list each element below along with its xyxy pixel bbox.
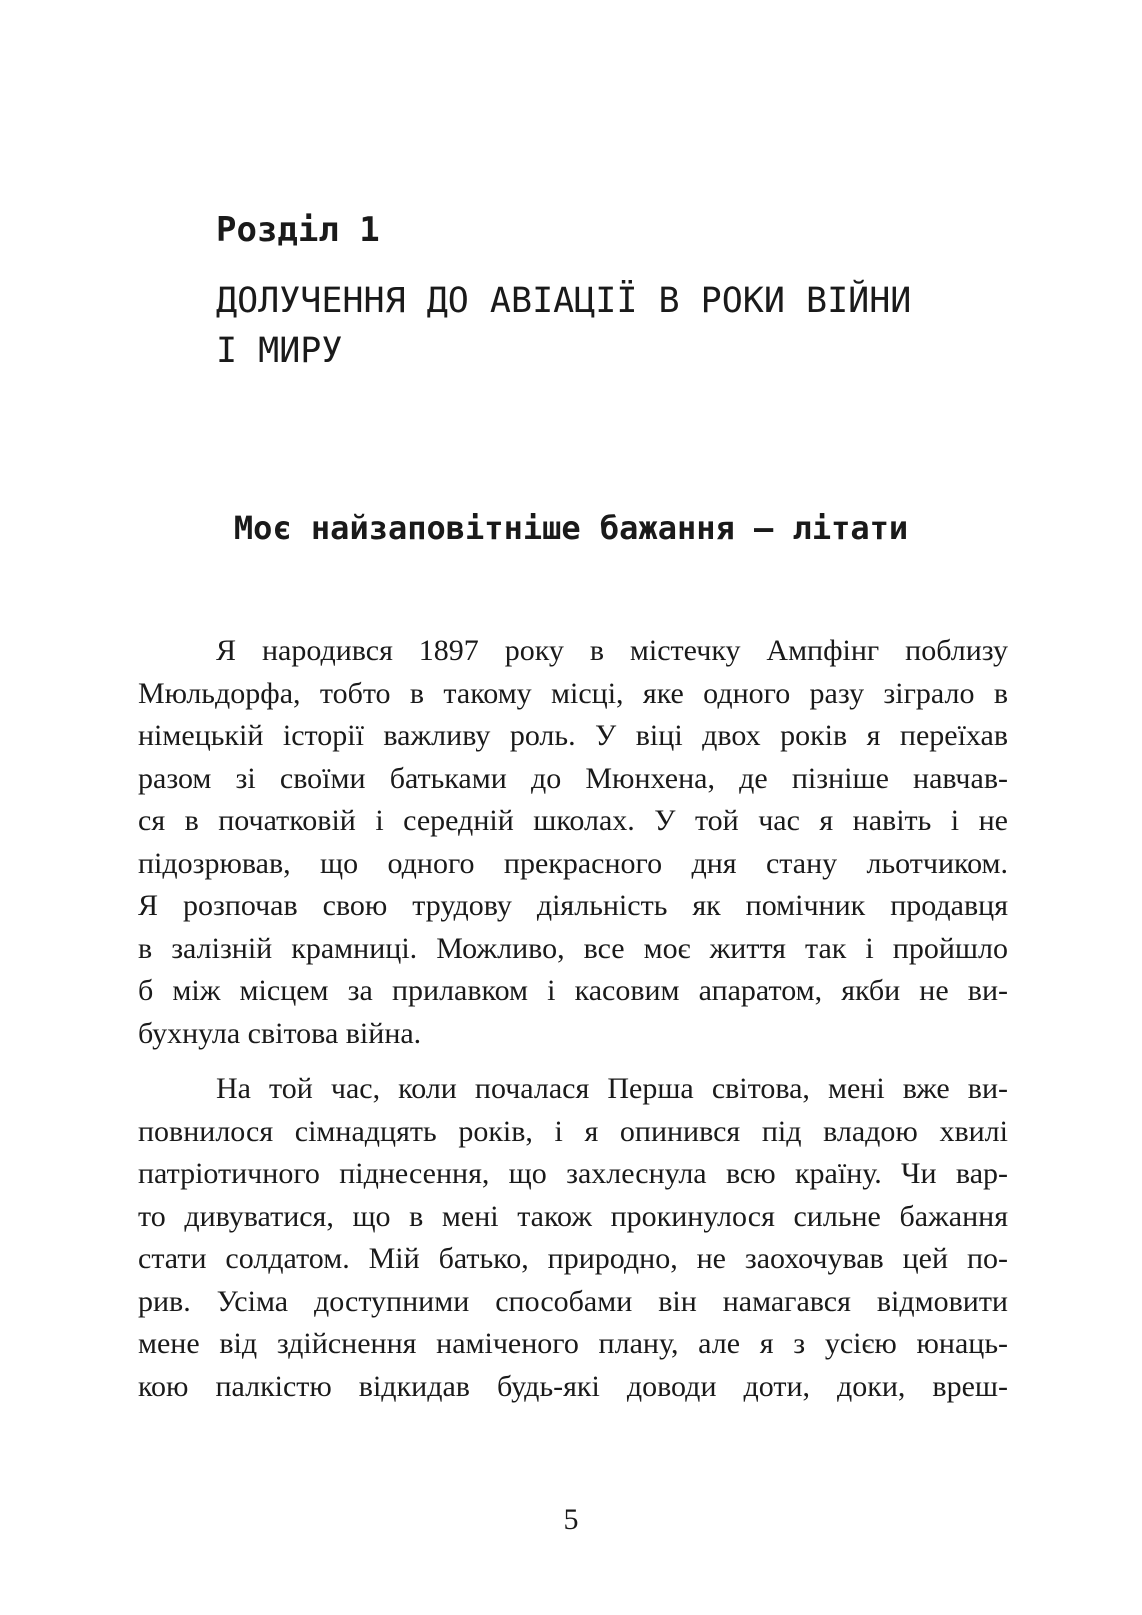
chapter-title-line-2: І МИРУ bbox=[216, 331, 343, 371]
paragraph-1 bbox=[138, 630, 1008, 1055]
text-line: патріотичного піднесення, що захлеснула всю країну. Чи вар- bbox=[138, 1157, 1008, 1190]
text-line: в залізній крамниці. Можливо, все моє життя так і пройшло bbox=[138, 931, 1008, 965]
section-title: Моє найзаповітніше бажання — літати bbox=[233, 509, 909, 547]
text-line: На той час, коли почалася Перша світова, мені вже ви- bbox=[216, 1072, 1008, 1105]
text-line: кою палкістю відкидав будь-які доводи доти, доки, вреш- bbox=[138, 1369, 1008, 1403]
text-line: мене від здійснення наміченого плану, але я з усією юнаць- bbox=[138, 1327, 1008, 1360]
text-line: то дивуватися, що в мені також прокинулося сильне бажання bbox=[138, 1199, 1008, 1233]
text-line: разом зі своїми батьками до Мюнхена, де пізніше навчав- bbox=[138, 761, 1008, 795]
text-line: стати солдатом. Мій батько, природно, не заохочував цей по- bbox=[138, 1242, 1008, 1275]
body-text bbox=[138, 630, 1008, 1421]
text-line: рив. Усіма доступними способами він намагався відмовити bbox=[138, 1284, 1008, 1318]
chapter-label: Розділ 1 bbox=[216, 210, 380, 250]
text-line: Я народився 1897 року в містечку Ампфінг поблизу bbox=[216, 634, 1008, 667]
text-line: ся в початковій і середній школах. У той час я навіть і не bbox=[138, 804, 1008, 837]
page-number: 5 bbox=[563, 1503, 579, 1536]
chapter-title-line-1: ДОЛУЧЕННЯ ДО АВІАЦІЇ В РОКИ ВІЙНИ bbox=[216, 281, 912, 321]
text-line: повнилося сімнадцять років, і я опинився під владою хвилі bbox=[138, 1114, 1008, 1148]
text-line: бухнула світова війна. bbox=[138, 1016, 422, 1050]
chapter-title bbox=[216, 276, 1016, 376]
text-line: підозрював, що одного прекрасного дня стану льотчиком. bbox=[138, 846, 1008, 880]
text-line: Мюльдорфа, тобто в такому місці, яке одного разу зіграло в bbox=[138, 676, 1008, 710]
text-line: б між місцем за прилавком і касовим апаратом, якби не ви- bbox=[138, 974, 1008, 1007]
text-line: Я розпочав свою трудову діяльність як помічник продавця bbox=[138, 889, 1008, 922]
text-line: німецькій історії важливу роль. У віці двох років я переїхав bbox=[138, 719, 1008, 752]
paragraph-2 bbox=[138, 1068, 1008, 1408]
